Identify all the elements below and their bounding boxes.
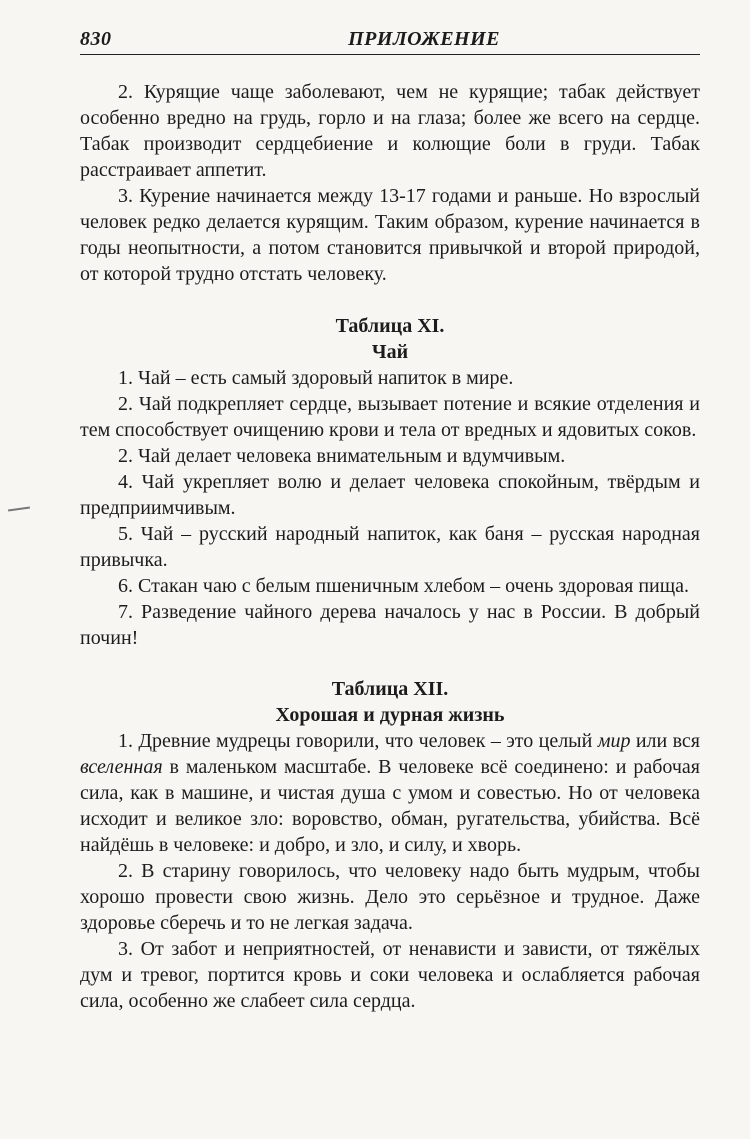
table-xi-title: Таблица XI. (335, 315, 445, 337)
table-xii-subtitle: Хорошая и дурная жизнь (275, 704, 505, 726)
table-xi-subtitle: Чай (371, 341, 409, 363)
italic-word: вселенная (80, 756, 163, 778)
list-item: 2. Чай делает человека внимательным и вдумчивым. (118, 445, 566, 467)
smoking-continuation (80, 79, 700, 287)
italic-word: мир (597, 730, 631, 752)
life-list (80, 728, 700, 1014)
book-page (80, 28, 700, 1014)
paragraph: 3. Курение начинается между 13-17 годами и раньше. Но взрослый человек редко делается курящим. Таким образом, курение начинается в годы неопытности, а потом становится привычкой и второй природой, от которой трудно отстать человеку. (80, 185, 700, 285)
tea-list (80, 365, 700, 651)
margin-pencil-mark (8, 506, 30, 511)
list-item (80, 728, 700, 858)
text-run: в маленьком масштабе. В человеке всё соединено: и рабочая сила, как в машине, и чистая душа с умом и совестью. Но от человека исходит и великое зло: воровство, обман, ругательства, убийства. Всё найдёшь в человеке: и добро, и зло, и силу, и хворь. (80, 756, 700, 856)
list-item: 3. От забот и неприятностей, от ненависти и зависти, от тяжёлых дум и тревог, портится кровь и соки человека и ослабляется рабочая сила, особенно же слабеет сила сердца. (80, 938, 700, 1012)
list-item: 1. Чай – есть самый здоровый напиток в мире. (118, 367, 514, 389)
page-number: 830 (80, 28, 112, 50)
list-item: 4. Чай укрепляет волю и делает человека спокойным, твёрдым и предприимчивым. (80, 471, 700, 519)
text-run: или вся (630, 730, 700, 752)
running-title: ПРИЛОЖЕНИЕ (348, 28, 500, 50)
list-item: 2. Чай подкрепляет сердце, вызывает потение и всякие отделения и тем способствует очищению крови и тела от вредных и ядовитых соков. (80, 393, 700, 441)
table-xii-title: Таблица XII. (331, 678, 449, 700)
list-item: 6. Стакан чаю с белым пшеничным хлебом – очень здоровая пища. (118, 575, 689, 597)
list-item: 2. В старину говорилось, что человеку надо быть мудрым, чтобы хорошо провести свою жизнь. Дело это серьёзное и трудное. Даже здоровье сберечь и то не легкая задача. (80, 860, 700, 934)
page-header (80, 28, 700, 55)
list-item: 7. Разведение чайного дерева началось у нас в России. В добрый почин! (80, 601, 700, 649)
list-item: 5. Чай – русский народный напиток, как баня – русская народная привычка. (80, 523, 700, 571)
paragraph: 2. Курящие чаще заболевают, чем не курящие; табак действует особенно вредно на грудь, горло и на глаза; более же всего на сердце. Табак производит сердцебиение и колющие боли в груди. Табак расстраивает аппетит. (80, 81, 700, 181)
text-run: 1. Древние мудрецы говорили, что человек – это целый (118, 730, 598, 752)
